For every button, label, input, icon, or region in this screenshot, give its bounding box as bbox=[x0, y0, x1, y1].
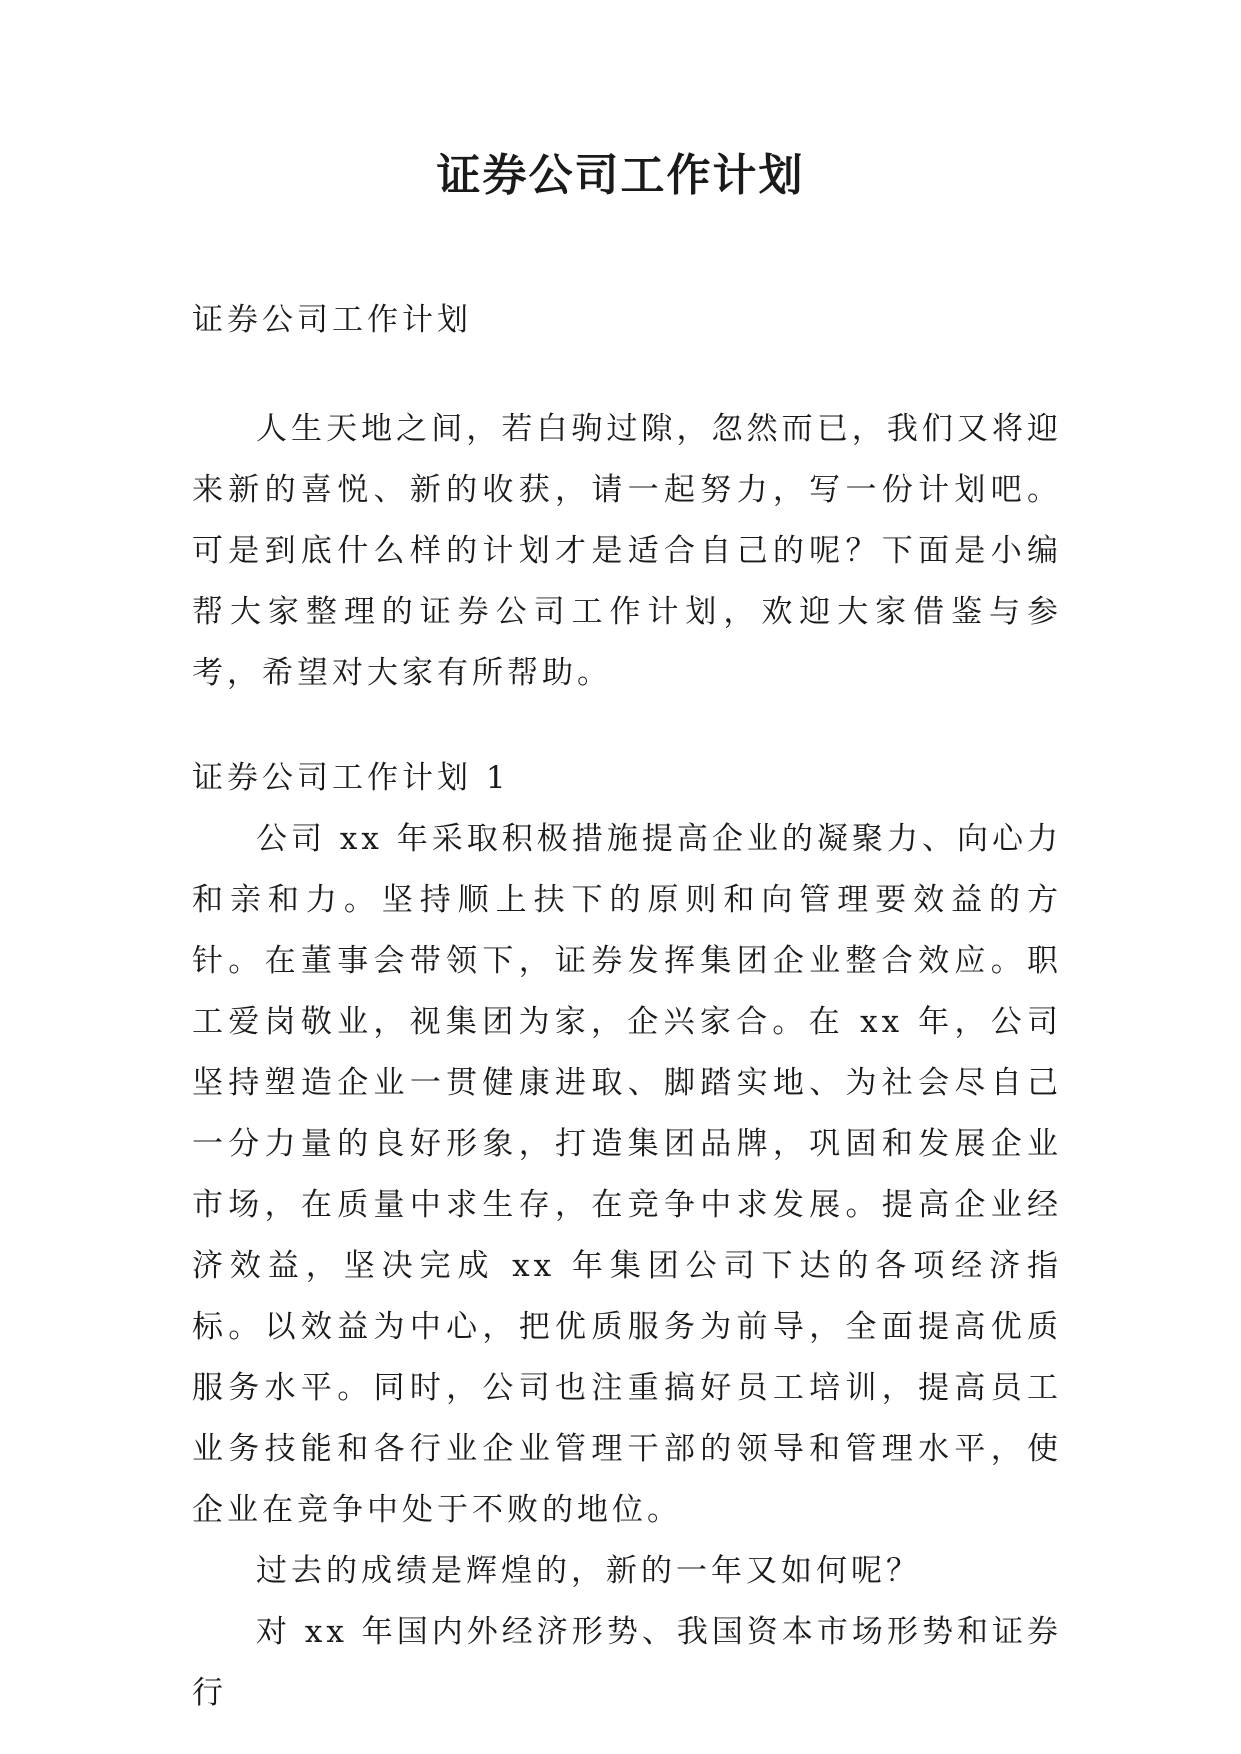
document-subtitle: 证券公司工作计划 bbox=[192, 302, 472, 338]
document-title: 证券公司工作计划 bbox=[436, 150, 805, 201]
section-heading: 证券公司工作计划 1 bbox=[192, 760, 510, 796]
spacer bbox=[192, 351, 1062, 399]
body-paragraph: 公司 xx 年采取积极措施提高企业的凝聚力、向心力和亲和力。坚持顺上扶下的原则和向管理要效益的方针。在董事会带领下，证券发挥集团企业整合效应。职工爱岗敬业，视集团为家，企兴家合。在 xx 年，公司坚持塑造企业一贯健康进取、脚踏实地、为社会尽自己一分力量的良好形象，打造集团品牌，巩固和发展企业市场，在质量中求生存，在竞争中求发展。提高企业经济效益，坚决完成 xx 年集团公司下达的各项经济指标。以效益为中心，把优质服务为前导，全面提高优质服务水平。同时，公司也注重搞好员工培训，提高员工业务技能和各行业企业管理干部的领导和管理水平，使企业在竞争中处于不败的地位。 bbox=[192, 821, 1062, 1528]
document-body bbox=[192, 290, 1062, 1724]
spacer bbox=[192, 704, 1062, 748]
body-paragraph: 过去的成绩是辉煌的，新的一年又如何呢？ bbox=[256, 1553, 921, 1589]
intro-paragraph: 人生天地之间，若白驹过隙，忽然而已，我们又将迎来新的喜悦、新的收获，请一起努力，写一份计划吧。可是到底什么样的计划才是适合自己的呢？下面是小编帮大家整理的证券公司工作计划，欢迎大家借鉴与参考，希望对大家有所帮助。 bbox=[192, 411, 1062, 691]
body-paragraph: 对 xx 年国内外经济形势、我国资本市场形势和证券行 bbox=[192, 1614, 1062, 1711]
